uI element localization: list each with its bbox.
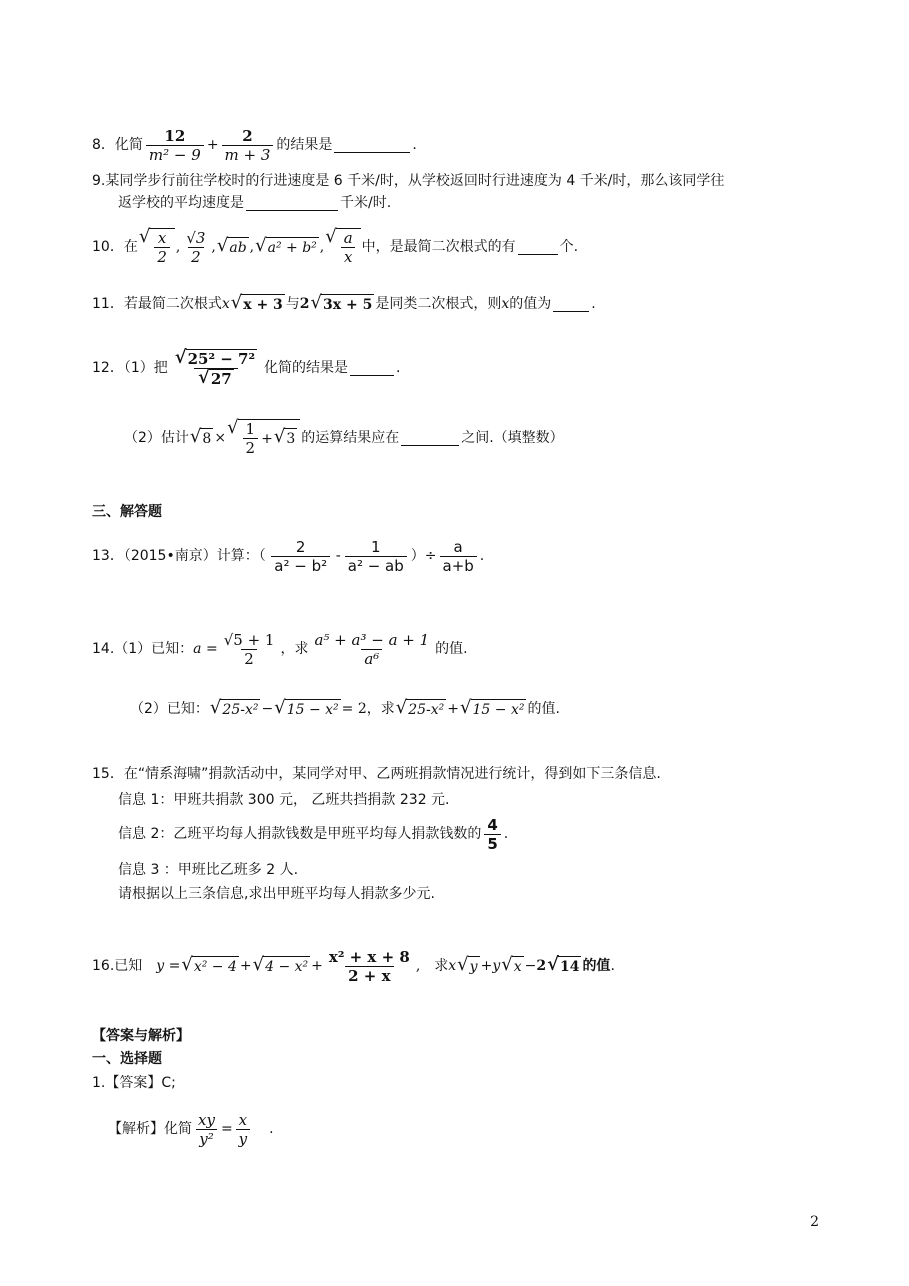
q8-label: 8．化简 [92, 137, 143, 153]
q10-sqrt-x-over-2: √ $\frac{x}{2}$ [139, 228, 175, 266]
question-15-line-1: 15．在“情系海啸”捐款活动中，某同学对甲、乙两班捐款情况进行统计，得到如下三条信息. [92, 766, 661, 782]
question-15-info-2: 信息 2：乙班平均每人捐款钱数是甲班平均每人捐款钱数的 $\frac{4}{5}$ . [118, 815, 509, 853]
question-12-part-2: （2）估计 √ 8 × √ $\frac{1}{2}$ + √ 3 的运算结果应在 之间.（填整数） [124, 417, 564, 457]
q16-fraction: $\frac{\text{x² + x + 8}}{2 + x}$ [328, 947, 410, 985]
q14-fraction-a: $\frac{√5 + 1}{2}$ [223, 630, 275, 668]
q11-answer-blank[interactable] [553, 297, 589, 312]
q9-answer-blank[interactable] [246, 196, 338, 211]
q16-sqrt-4-x2: √ 4 − x² [252, 953, 309, 975]
q14-sqrt-25-x2-b: √ 25-x² [395, 696, 445, 718]
q13-fraction-1: $\frac{2}{\text{a² − b²}}$ [269, 538, 333, 575]
question-12-part-1: 12．（1）把 √ 25² − 7² √ 27 化简的结果是 . [92, 346, 401, 388]
question-15-info-1: 信息 1：甲班共捐款 300 元， 乙班共挡捐款 232 元. [118, 792, 450, 808]
question-15-instruction: 请根据以上三条信息,求出甲班平均每人捐款多少元. [118, 886, 435, 902]
question-16: 16.已知 y = √ x² − 4 + √ 4 − x² + $\frac{\text{x² + x + 8}}{2 + x}$ , 求 x √ y + y √ x − 2 √ 14 的值 . [92, 947, 615, 985]
answer-1: 1.【答案】C; [92, 1075, 176, 1091]
q16-sqrt-x2-4: √ x² − 4 [181, 953, 237, 975]
q10-answer-blank[interactable] [518, 240, 558, 255]
section-3-heading: 三、解答题 [92, 504, 162, 520]
q12-answer-blank[interactable] [350, 361, 394, 376]
q10-sqrt-ab: √ ab [216, 234, 247, 256]
question-8: 8．化简 $\frac{12}{\text{m² − 9}}$ + $\frac{2}{m + 3}$ 的结果是 . [92, 126, 417, 164]
q12-sqrt-expression: √ $\frac{1}{2}$ + √ 3 [227, 419, 300, 457]
question-14-part-1: 14.（1）已知： a = $\frac{√5 + 1}{2}$ ，求 $\frac{\text{a⁵ + a³ − a + 1}}{\text{a⁶}}$ 的值. [92, 630, 468, 668]
q11-sqrt-x-plus-3: √ x + 3 [230, 291, 283, 313]
question-11: 11．若最简二次根式 x √ x + 3 与 2 √ 3x + 5 是同类二次根式，则 x 的值为 . [92, 291, 596, 313]
q11-sqrt-3x-plus-5: √ 3x + 5 [310, 291, 373, 313]
question-13: 13．（2015•南京）计算：（ $\frac{2}{\text{a² − b²}}$ - $\frac{1}{\text{a² − ab}}$ ）÷ $\frac{a}{a+b}$ . [92, 537, 485, 575]
q10-sqrt-a2-b2: √ a² + b² [255, 234, 317, 256]
q14-fraction-expression: $\frac{\text{a⁵ + a³ − a + 1}}{\text{a⁶}}$ [314, 630, 430, 668]
page-number: 2 [810, 1214, 819, 1230]
q13-fraction-2: $\frac{1}{\text{a² − ab}}$ [344, 538, 408, 575]
question-9-line-2: 返学校的平均速度是 千米/时. [118, 195, 392, 211]
q14-sqrt-25-x2: √ 25-x² [209, 696, 259, 718]
q16-sqrt-14: √ 14 [547, 953, 580, 975]
q12-estimate-blank[interactable] [401, 431, 459, 446]
q12-sqrt-8: √ 8 [189, 425, 212, 447]
q16-sqrt-y: √ y [457, 953, 478, 975]
question-9-line-1: 9.某同学步行前往学校时的行进速度是 6 千米/时，从学校返回时行进速度为 4 千米/时，那么该同学往 [92, 173, 725, 189]
answer-fraction-2: $\frac{x}{y}$ [236, 1111, 250, 1148]
q12-fraction: √ 25² − 7² √ 27 [174, 346, 256, 388]
q16-sqrt-x: √ x [501, 953, 522, 975]
question-14-part-2: （2）已知： √ 25-x² − √ 15 − x² = 2 ，求 √ 25-x² + √ 15 − x² 的值. [130, 696, 560, 718]
answers-title: 【答案与解析】 [92, 1028, 190, 1044]
q10-sqrt-a-over-x: √ $\frac{a}{x}$ [325, 228, 360, 266]
q14-sqrt-15-x2-b: √ 15 − x² [460, 696, 525, 718]
q8-fraction-1: $\frac{12}{\text{m² − 9}}$ [146, 127, 204, 164]
question-15-info-3: 信息 3 ：甲班比乙班多 2 人. [118, 862, 299, 878]
q13-fraction-3: $\frac{a}{a+b}$ [440, 538, 477, 575]
answer-fraction-1: $\frac{xy}{\text{y²}}$ [198, 1110, 215, 1148]
q8-answer-blank[interactable] [334, 138, 410, 153]
q15-fraction: $\frac{4}{5}$ [484, 816, 500, 853]
answers-section-1: 一、选择题 [92, 1051, 162, 1067]
q8-fraction-2: $\frac{2}{m + 3}$ [222, 127, 274, 164]
q14-sqrt-15-x2: √ 15 − x² [274, 696, 339, 718]
q10-root3-over-2: $\frac{√3}{2}$ [186, 228, 206, 266]
question-10: 10．在 √ $\frac{x}{2}$ , $\frac{√3}{2}$ , √ ab , √ a² + b² , √ $\frac{a}{x}$ 中，是最简二次根式的有 个. [92, 226, 579, 266]
answer-1-explanation: 【解析】化简 $\frac{xy}{\text{y²}}$ = $\frac{x}{y}$ . [108, 1110, 274, 1148]
